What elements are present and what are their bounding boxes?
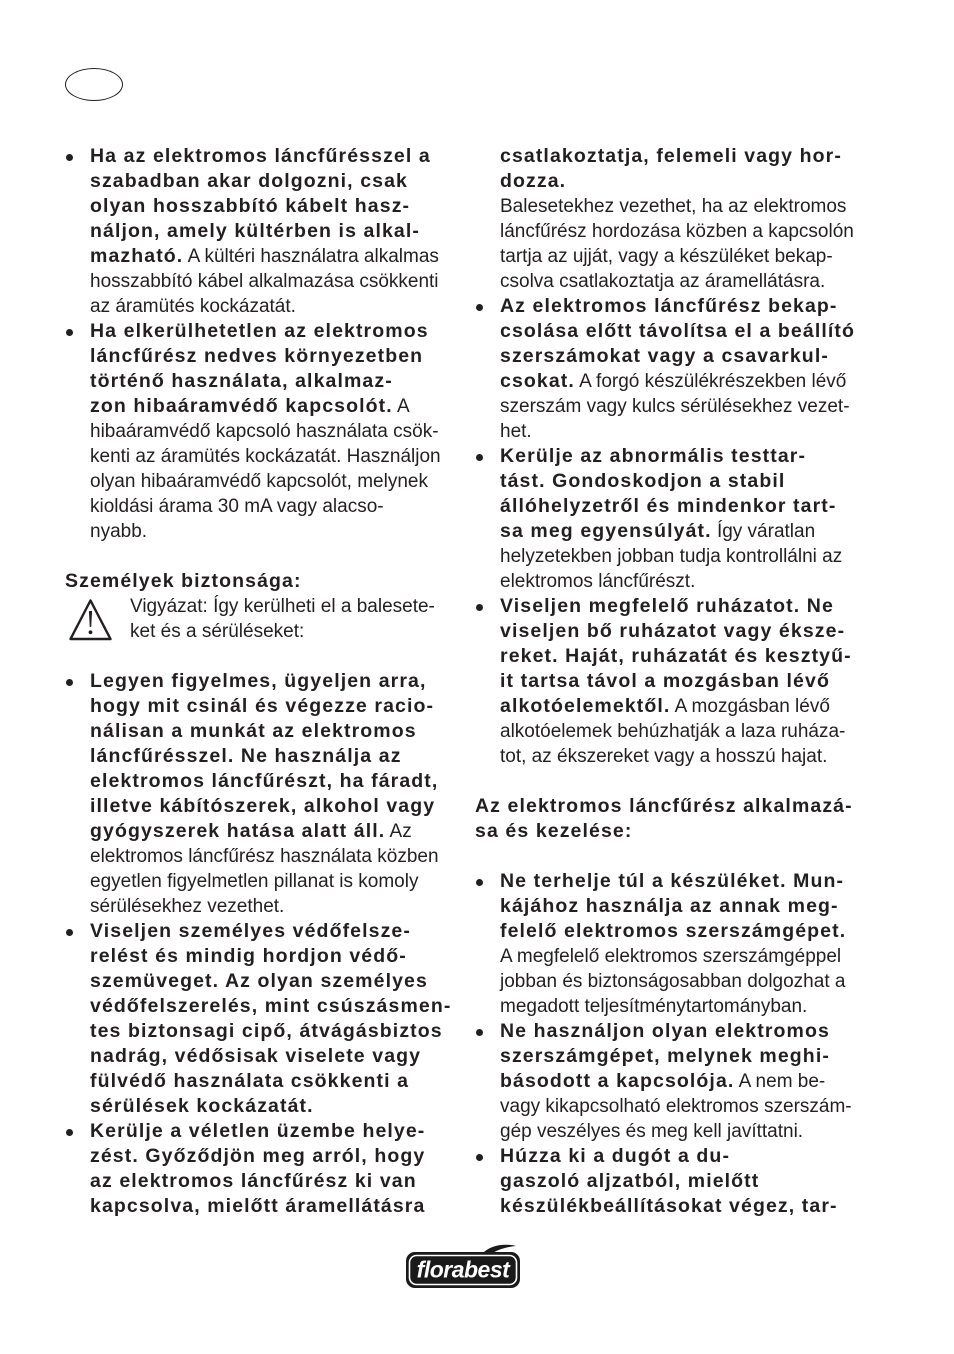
- text-line: [500, 519, 895, 544]
- text-line: szerszámokat vagy a csavarkul-: [500, 345, 829, 367]
- warning-text-line: Vigyázat: Így kerülheti el a balesete-: [130, 596, 435, 617]
- text-line: Kerülje a véletlen üzembe helye-: [90, 1120, 426, 1142]
- bullet-item: [65, 319, 465, 544]
- text-line: Húzza ki a dugót a du-: [500, 1145, 731, 1167]
- text-line: hosszabbító kábel alkalmazása csökkenti: [90, 271, 439, 292]
- bullet-icon: [476, 304, 483, 311]
- warning-notice: [65, 594, 465, 644]
- spacer: [475, 844, 895, 869]
- logo-text: florabest: [416, 1256, 510, 1283]
- left-column: [65, 144, 465, 1219]
- text-line: Ne használjon olyan elektromos: [500, 1020, 830, 1042]
- body-text: A nem be-: [738, 1071, 826, 1092]
- text-line: Ha az elektromos láncfűrésszel a: [90, 145, 431, 167]
- text-line: csolva csatlakoztatja az áramellátásra.: [500, 271, 826, 292]
- bullet-icon: [66, 1129, 73, 1136]
- text-line: felelő elektromos szerszámgépet.: [500, 920, 847, 942]
- text-line: Ha elkerülhetetlen az elektromos: [90, 320, 429, 342]
- text-line: Viseljen megfelelő ruházatot. Ne: [500, 595, 834, 617]
- text-line: védőfelszerelés, mint csúszásmen-: [90, 995, 452, 1017]
- text-line: olyan hibaáramvédő kapcsolót, melynek: [90, 471, 428, 492]
- text-line: [90, 394, 465, 419]
- text-line: dozza.: [500, 170, 567, 192]
- continued-bullet-item: [475, 144, 895, 294]
- text-line: készülékbeállításokat végez, tar-: [500, 1195, 838, 1217]
- bullet-icon: [476, 454, 483, 461]
- text-line: [90, 244, 465, 269]
- text-line: fülvédő használata csökkenti a: [90, 1070, 410, 1092]
- bullet-item: [65, 919, 465, 1119]
- text-line: nálisan a munkát az elektromos: [90, 720, 417, 742]
- text-line: elektromos láncfűrész használata közben: [90, 846, 439, 867]
- bullet-icon: [476, 1154, 483, 1161]
- florabest-logo: [404, 1242, 522, 1290]
- text-line: az elektromos láncfűrész ki van: [90, 1170, 417, 1192]
- text-line: hogy mit csinál és végezze racio-: [90, 695, 435, 717]
- text-line: nyabb.: [90, 521, 148, 542]
- text-line: szemüveget. Az olyan személyes: [90, 970, 428, 992]
- text-line: A megfelelő elektromos szerszámgéppel: [500, 946, 842, 967]
- text-line: szerszám vagy kulcs sérülésekhez vezet-: [500, 396, 850, 417]
- text-line: megadott teljesítménytartományban.: [500, 996, 808, 1017]
- bullet-icon: [66, 329, 73, 336]
- spacer: [475, 769, 895, 794]
- text-line: náljon, amely kültérben is alkal-: [90, 220, 420, 242]
- text-line: relést és mindig hordjon védő-: [90, 945, 407, 967]
- emphasis-text: zon hibaáramvédő kapcsolót.: [90, 395, 393, 417]
- spacer: [65, 644, 465, 669]
- bullet-icon: [66, 929, 73, 936]
- bullet-item: [475, 869, 895, 1019]
- emphasis-text: alkotóelemektől.: [500, 695, 671, 717]
- text-line: [500, 1069, 895, 1094]
- bullet-icon: [476, 1029, 483, 1036]
- bullet-item: [475, 294, 895, 444]
- bullet-icon: [476, 879, 483, 886]
- bullet-item: [65, 144, 465, 319]
- text-line: kioldási árama 30 mA vagy alacso-: [90, 496, 384, 517]
- bullet-icon: [66, 154, 73, 161]
- bullet-item: [65, 669, 465, 919]
- section-heading: sa és kezelése:: [475, 820, 633, 842]
- text-line: kenti az áramütés kockázatát. Használjon: [90, 446, 441, 467]
- text-line: jobban és biztonságosabban dolgozhat a: [500, 971, 846, 992]
- text-line: Viseljen személyes védőfelsze-: [90, 920, 411, 942]
- text-line: szabadban akar dolgozni, csak: [90, 170, 408, 192]
- emphasis-text: csokat.: [500, 370, 575, 392]
- text-line: Ne terhelje túl a készüléket. Mun-: [500, 870, 845, 892]
- warning-triangle-icon: [68, 598, 113, 642]
- section-heading: Az elektromos láncfűrész alkalmazá-: [475, 795, 853, 817]
- text-line: viseljen bő ruházatot vagy éksze-: [500, 620, 846, 642]
- emphasis-text: sa meg egyensúlyát.: [500, 520, 712, 542]
- text-line: csolása előtt távolítsa el a beállító: [500, 320, 855, 342]
- text-line: nadrág, védősisak viselete vagy: [90, 1045, 422, 1067]
- text-line: elektromos láncfűrészt.: [500, 571, 696, 592]
- text-line: sérülésekhez vezethet.: [90, 896, 285, 917]
- text-line: vagy kikapcsolható elektromos szerszám-: [500, 1096, 852, 1117]
- right-column: [475, 144, 895, 1219]
- text-line: [500, 694, 895, 719]
- text-line: tes biztonsagi cipő, átvágásbiztos: [90, 1020, 443, 1042]
- text-line: helyzetekben jobban tudja kontrollálni az: [500, 546, 843, 567]
- section-heading: Személyek biztonsága:: [65, 570, 302, 592]
- text-line: [90, 819, 465, 844]
- text-line: reket. Haját, ruházatát és kesztyű-: [500, 645, 852, 667]
- bullet-item: [475, 444, 895, 594]
- text-line: it tartsa távol a mozgásban lévő: [500, 670, 830, 692]
- text-line: tartja az ujját, vagy a készüléket bekap-: [500, 246, 833, 267]
- text-line: láncfűrésszel. Ne használja az: [90, 745, 402, 767]
- bullet-item: [475, 1019, 895, 1144]
- emphasis-text: mazható.: [90, 245, 184, 267]
- text-line: Kerülje az abnormális testtar-: [500, 445, 807, 467]
- text-line: tást. Gondoskodjon a stabil: [500, 470, 786, 492]
- text-line: csatlakoztatja, felemeli vagy hor-: [500, 145, 842, 167]
- bullet-item: [475, 594, 895, 769]
- body-text: Az: [389, 821, 412, 842]
- text-line: olyan hosszabbító kábelt hasz-: [90, 195, 411, 217]
- text-line: egyetlen figyelmetlen pillanat is komoly: [90, 871, 419, 892]
- text-line: alkotóelemek behúzhatják a laza ruháza-: [500, 721, 846, 742]
- body-text: A kültéri használatra alkalmas: [187, 246, 439, 267]
- text-line: Az elektromos láncfűrész bekap-: [500, 295, 838, 317]
- text-line: het.: [500, 421, 532, 442]
- emphasis-text: básodott a kapcsolója.: [500, 1070, 735, 1092]
- text-line: elektromos láncfűrészt, ha fáradt,: [90, 770, 439, 792]
- warning-text-line: ket és a sérüléseket:: [130, 621, 305, 642]
- body-text: Így váratlan: [716, 521, 816, 542]
- text-line: láncfűrész hordozása közben a kapcsolón: [500, 221, 854, 242]
- text-line: kapcsolva, mielőtt áramellátásra: [90, 1195, 426, 1217]
- text-line: [500, 369, 895, 394]
- text-line: kájához használja az annak meg-: [500, 895, 839, 917]
- text-line: szerszámgépet, melynek meghi-: [500, 1045, 830, 1067]
- text-line: sérülések kockázatát.: [90, 1095, 314, 1117]
- text-line: az áramütés kockázatát.: [90, 296, 296, 317]
- text-line: láncfűrész nedves környezetben: [90, 345, 424, 367]
- bullet-item: [475, 1144, 895, 1219]
- text-line: illetve kábítószerek, alkohol vagy: [90, 795, 436, 817]
- emphasis-text: gyógyszerek hatása alatt áll.: [90, 820, 386, 842]
- body-text: A mozgásban lévő: [674, 696, 830, 717]
- spacer: [65, 544, 465, 569]
- text-line: zést. Győződjön meg arról, hogy: [90, 1145, 426, 1167]
- text-line: Balesetekhez vezethet, ha az elektromos: [500, 196, 847, 217]
- text-line: gép veszélyes és meg kell javíttatni.: [500, 1121, 804, 1142]
- text-line: történő használata, alkalmaz-: [90, 370, 393, 392]
- bullet-icon: [66, 679, 73, 686]
- text-line: tot, az ékszereket vagy a hosszú hajat.: [500, 746, 828, 767]
- body-text: A forgó készülékrészekben lévő: [579, 371, 847, 392]
- text-line: Legyen figyelmes, ügyeljen arra,: [90, 670, 427, 692]
- bullet-icon: [476, 604, 483, 611]
- language-badge-oval: [65, 68, 123, 101]
- text-line: hibaáramvédő kapcsoló használata csök-: [90, 421, 439, 442]
- text-line: gaszoló aljzatból, mielőtt: [500, 1170, 760, 1192]
- bullet-item: [65, 1119, 465, 1219]
- body-text: A: [397, 396, 410, 417]
- text-line: állóhelyzetről és mindenkor tart-: [500, 495, 837, 517]
